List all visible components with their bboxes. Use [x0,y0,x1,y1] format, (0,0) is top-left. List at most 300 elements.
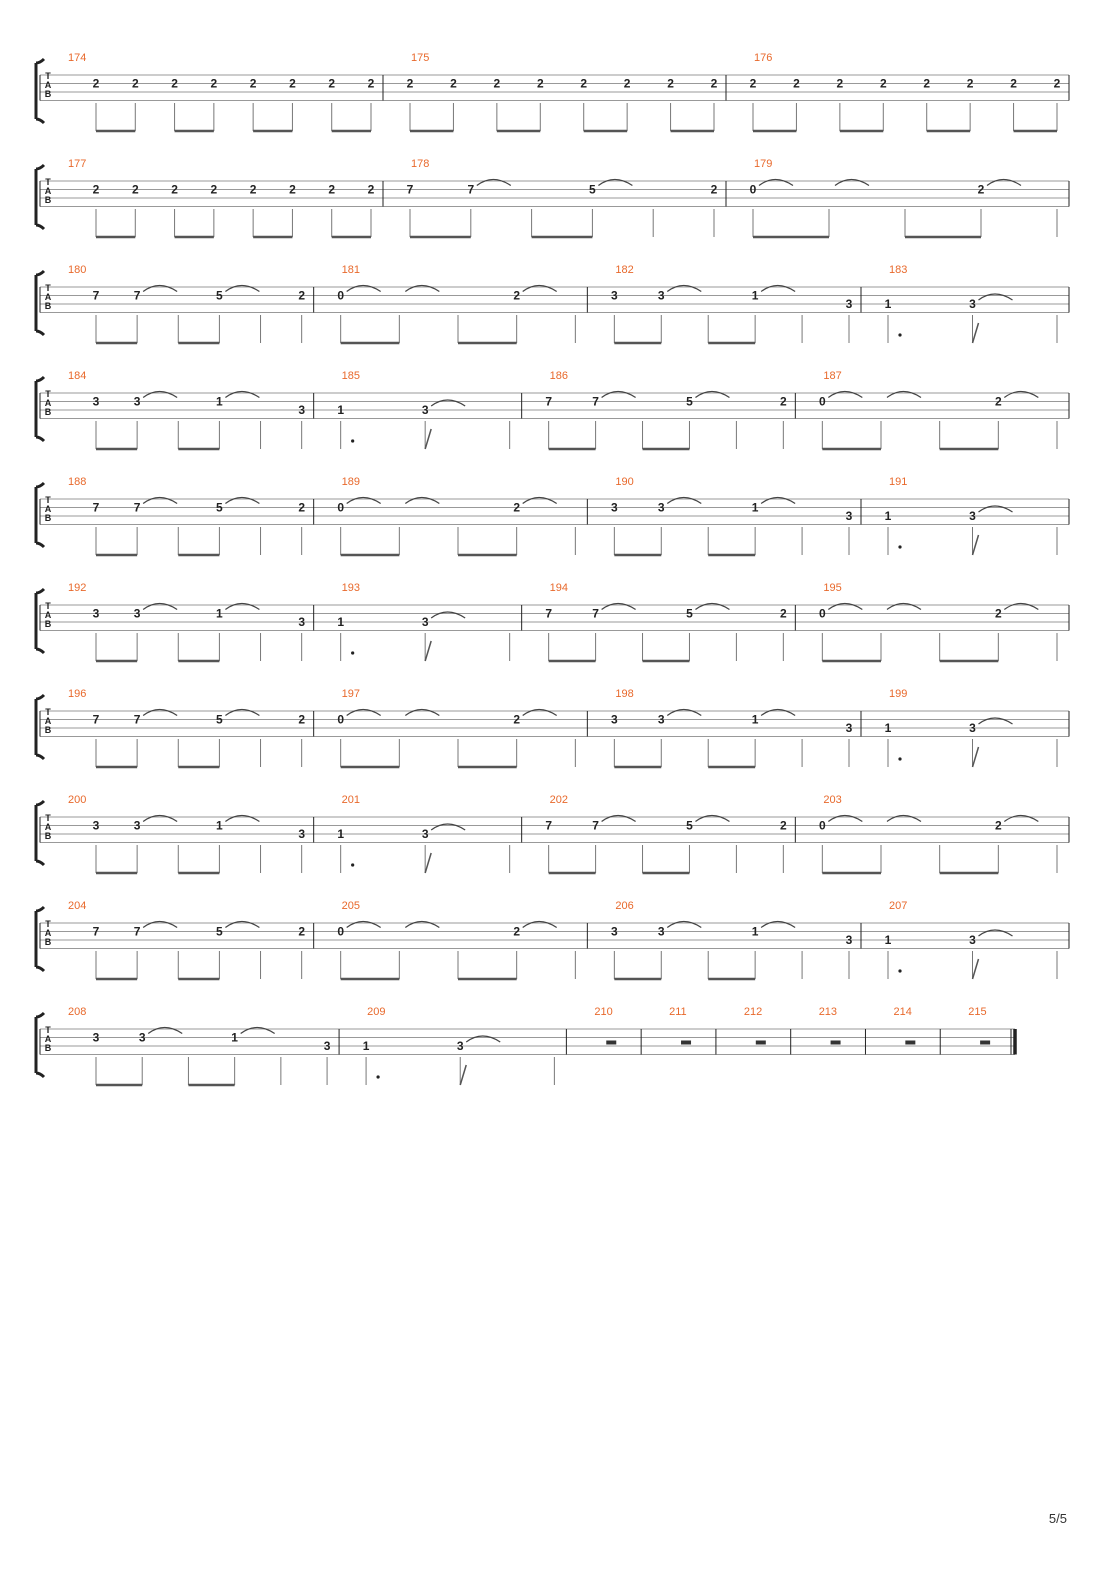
tab-clef-letter: T [45,1025,51,1035]
fret-number: 1 [231,1030,238,1045]
fret-number: 2 [367,76,375,91]
measure-number: 184 [68,370,87,382]
tie [405,922,439,928]
tie [241,1028,275,1034]
fret-number: 5 [216,288,223,303]
measure-number: 177 [68,158,87,170]
measure-number: 180 [68,264,87,276]
fret-number: 3 [456,1039,464,1053]
fret-number: 2 [749,76,757,91]
measure [893,1006,940,1055]
fret-number: 1 [337,403,345,417]
fret-number: 3 [845,297,853,311]
fret-number: 2 [710,182,718,197]
tie [828,392,862,398]
tab-clef-letter: A [44,80,52,90]
measure-number: 192 [68,582,87,594]
fret-number: 3 [657,288,665,303]
fret-number: 1 [337,615,345,629]
dot [898,757,901,760]
fret-number: 2 [298,712,306,727]
measure-number: 204 [68,900,87,912]
fret-number: 3 [657,500,665,515]
dot [898,545,901,548]
tab-clef-letter: T [45,389,51,399]
tab-clef-letter: B [44,407,52,417]
tab-clef-letter: B [44,301,52,311]
fret-number: 2 [367,182,375,197]
tab-clef-letter: A [44,504,52,514]
fret-number: 2 [994,606,1002,621]
tie [979,506,1013,512]
fret-number: 2 [536,76,544,91]
fret-number: 2 [923,76,931,91]
fret-number: 0 [818,818,826,833]
fret-number: 5 [686,818,693,833]
system [36,582,1069,661]
measure-number: 215 [968,1006,987,1018]
tie [431,400,465,406]
fret-number: 2 [513,288,521,303]
note-flag [973,535,979,555]
tie [667,922,701,928]
fret-number: 5 [216,712,223,727]
fret-number: 2 [131,76,139,91]
fret-number: 2 [879,76,887,91]
tie [759,180,793,186]
measure-number: 200 [68,794,87,806]
tie [225,922,259,928]
tab-clef-letter: B [44,195,52,205]
fret-number: 5 [686,606,693,621]
fret-number: 3 [969,933,976,947]
fret-number: 2 [836,76,844,91]
fret-number: 2 [779,606,787,621]
tab-clef-letter: T [45,283,51,293]
measure-number: 214 [893,1006,912,1018]
fret-number: 7 [467,182,475,197]
fret-number: 2 [966,76,974,91]
fret-number: 3 [421,403,429,417]
fret-number: 1 [884,509,892,523]
fret-number: 1 [884,933,892,947]
measure-number: 206 [615,900,634,912]
fret-number: 7 [133,924,141,939]
system [36,688,1069,767]
fret-number: 1 [751,712,759,727]
fret-number: 1 [362,1039,370,1053]
note-flag [460,1065,466,1085]
fret-number: 7 [133,712,141,727]
tab-clef-letter: B [44,725,52,735]
fret-number: 3 [969,509,976,523]
tab-clef-letter: B [44,619,52,629]
tie [667,286,701,292]
tie [225,816,259,822]
tab-clef-letter: B [44,831,52,841]
fret-number: 2 [623,76,631,91]
tab-clef-letter: A [44,928,52,938]
tie [761,922,795,928]
whole-rest [980,1041,990,1045]
fret-number: 1 [884,721,892,735]
fret-number: 3 [610,288,618,303]
page-number: 5/5 [1048,1511,1067,1526]
dot [376,1075,379,1078]
fret-number: 3 [133,818,141,833]
tie [695,816,729,822]
measure-number: 179 [754,158,773,170]
fret-number: 2 [793,76,800,91]
fret-number: 1 [216,606,223,621]
measure-number: 205 [341,900,361,912]
fret-number: 3 [657,712,665,727]
fret-number: 0 [337,712,345,727]
system [36,158,1069,237]
fret-number: 3 [298,403,306,417]
fret-number: 7 [133,288,141,303]
dot [898,969,901,972]
tie [667,710,701,716]
fret-number: 3 [421,827,429,841]
tab-clef-letter: A [44,292,52,302]
tie [1004,604,1038,610]
fret-number: 2 [493,76,501,91]
measure [744,1006,791,1055]
measure-number: 185 [341,370,361,382]
fret-number: 3 [92,818,100,833]
tie [1004,816,1038,822]
measure-number: 190 [615,476,634,488]
measure-number: 189 [341,476,361,488]
measure-number: 186 [549,370,569,382]
tie [828,816,862,822]
fret-number: 7 [92,712,100,727]
fret-number: 3 [657,924,665,939]
fret-number: 3 [298,827,306,841]
measure-number: 210 [594,1006,613,1018]
fret-number: 2 [513,924,521,939]
fret-number: 2 [298,500,306,515]
fret-number: 1 [216,394,223,409]
fret-number: 7 [545,394,553,409]
fret-number: 2 [289,182,296,197]
fret-number: 3 [610,500,618,515]
tie [523,710,557,716]
fret-number: 3 [133,394,141,409]
tie [143,816,177,822]
fret-number: 3 [610,712,618,727]
tie [347,710,381,716]
tie [1004,392,1038,398]
fret-number: 2 [328,76,336,91]
fret-number: 5 [686,394,693,409]
note-flag [973,959,979,979]
tie [347,286,381,292]
tie [431,824,465,830]
tie [887,604,921,610]
tie [143,286,177,292]
fret-number: 3 [421,615,429,629]
fret-number: 3 [845,721,853,735]
fret-number: 0 [749,182,757,197]
measure-number: 175 [411,52,430,64]
fret-number: 2 [580,76,588,91]
fret-number: 1 [751,924,759,939]
tie [695,392,729,398]
fret-number: 7 [592,818,599,833]
fret-number: 1 [751,288,759,303]
fret-number: 2 [977,182,985,197]
fret-number: 3 [138,1030,146,1045]
fret-number: 3 [92,606,100,621]
measure-number: 202 [549,794,569,806]
fret-number: 1 [337,827,345,841]
measure-number: 212 [743,1006,763,1018]
fret-number: 3 [845,933,853,947]
fret-number: 7 [545,606,553,621]
tie [225,710,259,716]
measure-number: 199 [889,688,908,700]
measure-number: 183 [889,264,908,276]
tab-clef-letter: A [44,186,52,196]
fret-number: 1 [884,297,892,311]
measure-number: 182 [615,264,634,276]
system [36,476,1069,555]
fret-number: 2 [131,182,139,197]
tab-clef-letter: B [44,1043,52,1053]
tie [477,180,511,186]
tab-clef-letter: A [44,1034,52,1044]
tie [835,180,869,186]
tab-clef-letter: T [45,71,51,81]
whole-rest [681,1041,691,1045]
fret-number: 1 [751,500,759,515]
system [36,52,1069,131]
fret-number: 5 [589,182,596,197]
tie [887,392,921,398]
fret-number: 3 [298,615,306,629]
measure [819,1006,866,1055]
measure-number: 187 [823,370,842,382]
tie [887,816,921,822]
measure-number: 174 [68,52,87,64]
note-flag [973,747,979,767]
tie [143,392,177,398]
fret-number: 2 [450,76,457,91]
measure-number: 191 [889,476,908,488]
measure-number: 201 [341,794,361,806]
fret-number: 2 [406,76,414,91]
fret-number: 2 [171,76,178,91]
fret-number: 0 [818,606,826,621]
tie [143,604,177,610]
note-flag [425,853,431,873]
fret-number: 1 [216,818,223,833]
fret-number: 3 [969,721,976,735]
fret-number: 7 [592,394,599,409]
fret-number: 2 [328,182,336,197]
tab-clef-letter: B [44,513,52,523]
tie [761,498,795,504]
fret-number: 0 [337,500,345,515]
fret-number: 2 [249,76,257,91]
tie [761,710,795,716]
fret-number: 2 [994,818,1002,833]
tab-clef-letter: A [44,822,52,832]
tie [695,604,729,610]
fret-number: 5 [216,924,223,939]
tie [602,392,636,398]
tab-clef-letter: A [44,610,52,620]
tab-clef-letter: A [44,398,52,408]
measure [968,1006,1015,1055]
system [36,794,1069,873]
measure-number: 195 [823,582,842,594]
dot [351,651,354,654]
fret-number: 2 [779,818,787,833]
fret-number: 7 [545,818,553,833]
tie [667,498,701,504]
tie [143,922,177,928]
tie [761,286,795,292]
fret-number: 2 [994,394,1002,409]
fret-number: 2 [667,76,674,91]
fret-number: 7 [133,500,141,515]
tie [225,392,259,398]
dot [898,333,901,336]
fret-number: 2 [92,76,100,91]
tie [143,710,177,716]
measure-number: 194 [549,582,569,594]
measure-number: 176 [754,52,773,64]
measure-number: 213 [818,1006,838,1018]
fret-number: 2 [289,76,296,91]
tie [347,498,381,504]
dot [351,863,354,866]
fret-number: 2 [249,182,257,197]
tie [987,180,1021,186]
tie [828,604,862,610]
fret-number: 0 [818,394,826,409]
whole-rest [756,1041,766,1045]
tie [405,498,439,504]
tab-clef-letter: T [45,601,51,611]
fret-number: 2 [513,500,521,515]
dot [351,439,354,442]
tie [431,612,465,618]
measure-number: 196 [68,688,87,700]
tie [225,604,259,610]
fret-number: 3 [845,509,853,523]
tie [523,498,557,504]
fret-number: 0 [337,924,345,939]
fret-number: 2 [171,182,178,197]
tie [602,604,636,610]
system [36,1006,1015,1085]
system [36,900,1069,979]
tie [598,180,632,186]
system [36,264,1069,343]
fret-number: 5 [216,500,223,515]
whole-rest [606,1041,616,1045]
tie [979,294,1013,300]
measure-number: 178 [411,158,430,170]
tie [979,930,1013,936]
tab-clef-letter: T [45,707,51,717]
fret-number: 2 [210,76,218,91]
tie [405,286,439,292]
measure-number: 197 [341,688,361,700]
fret-number: 2 [298,288,306,303]
tie [602,816,636,822]
fret-number: 3 [610,924,618,939]
tab-clef-letter: B [44,89,52,99]
fret-number: 2 [210,182,218,197]
fret-number: 2 [298,924,306,939]
tie [143,498,177,504]
measure-number: 198 [615,688,634,700]
tie [523,922,557,928]
whole-rest [831,1041,841,1045]
fret-number: 3 [323,1039,331,1053]
measure-number: 208 [68,1006,87,1018]
note-flag [425,429,431,449]
tie [523,286,557,292]
tie [347,922,381,928]
fret-number: 3 [92,394,100,409]
measure-number: 193 [341,582,361,594]
measure-number: 207 [889,900,908,912]
measure-number: 209 [367,1006,386,1018]
tab-clef-letter: T [45,495,51,505]
fret-number: 7 [592,606,599,621]
system [36,370,1069,449]
tie [148,1028,182,1034]
fret-number: 2 [92,182,100,197]
fret-number: 2 [513,712,521,727]
tie [466,1036,500,1042]
fret-number: 2 [710,76,718,91]
tab-clef-letter: T [45,919,51,929]
note-flag [425,641,431,661]
measure [669,1006,716,1055]
measure-number: 188 [68,476,87,488]
fret-number: 3 [969,297,976,311]
fret-number: 2 [1053,76,1061,91]
tie [979,718,1013,724]
fret-number: 2 [1010,76,1017,91]
measure-number: 211 [669,1006,687,1018]
tie [225,498,259,504]
fret-number: 7 [92,500,100,515]
fret-number: 2 [779,394,787,409]
fret-number: 7 [92,924,100,939]
tab-clef-letter: B [44,937,52,947]
fret-number: 7 [406,182,414,197]
measure [594,1006,641,1055]
tab-clef-letter: T [45,813,51,823]
tie [405,710,439,716]
tab-clef-letter: A [44,716,52,726]
tab-clef-letter: T [45,177,51,187]
whole-rest [905,1041,915,1045]
fret-number: 3 [92,1030,100,1045]
measure-number: 181 [341,264,361,276]
measure-number: 203 [823,794,842,806]
tie [225,286,259,292]
fret-number: 7 [92,288,100,303]
